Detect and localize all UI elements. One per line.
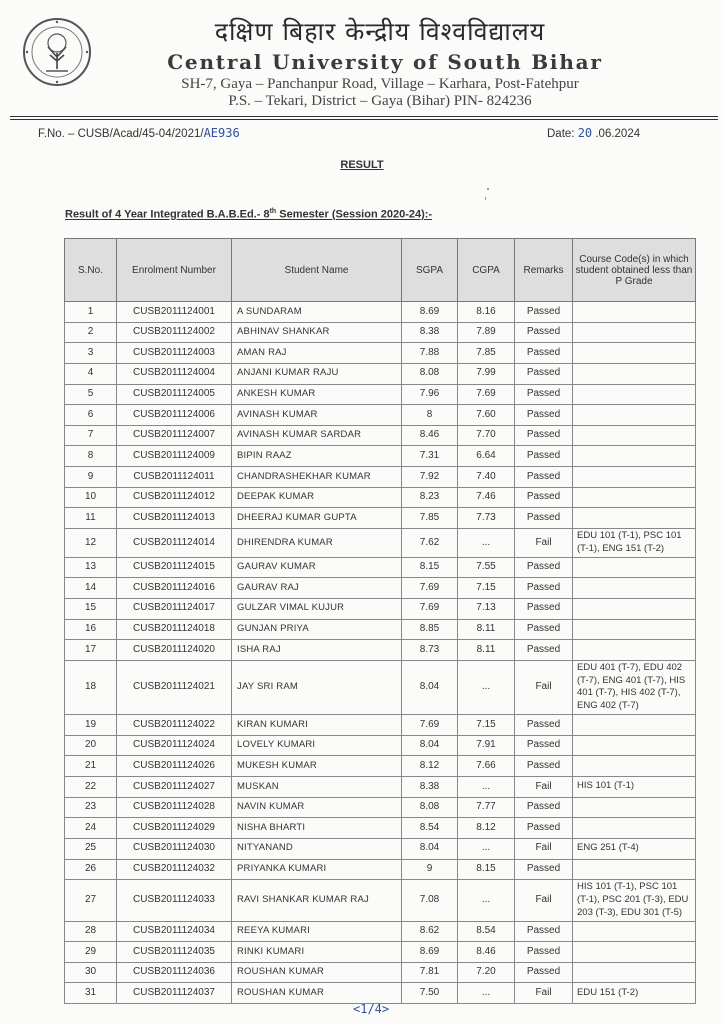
table-row: [65, 797, 696, 818]
cell-sgpa: 8.69: [402, 942, 458, 963]
table-row: [65, 735, 696, 756]
cell-student-name: RAVI SHANKAR KUMAR RAJ: [232, 880, 402, 921]
cell-remarks: Passed: [515, 859, 573, 880]
cell-remarks: Passed: [515, 302, 573, 323]
cell-cgpa: 7.46: [458, 487, 515, 508]
table-row: [65, 859, 696, 880]
table-row: [65, 921, 696, 942]
cell-cgpa: 8.16: [458, 302, 515, 323]
cell-sno: 12: [65, 529, 117, 558]
cell-course-codes: [573, 818, 696, 839]
cell-student-name: AVINASH KUMAR: [232, 405, 402, 426]
cell-cgpa: 7.60: [458, 405, 515, 426]
file-number-handwritten: AE936: [203, 126, 240, 140]
cell-student-name: DHEERAJ KUMAR GUPTA: [232, 508, 402, 529]
table-row: [65, 363, 696, 384]
cell-student-name: MUKESH KUMAR: [232, 756, 402, 777]
cell-sno: 2: [65, 322, 117, 343]
cell-sno: 13: [65, 557, 117, 578]
cell-sno: 20: [65, 735, 117, 756]
cell-sgpa: 8.54: [402, 818, 458, 839]
cell-sno: 24: [65, 818, 117, 839]
cell-student-name: GULZAR VIMAL KUJUR: [232, 598, 402, 619]
cell-cgpa: 8.54: [458, 921, 515, 942]
cell-remarks: Passed: [515, 598, 573, 619]
table-row: [65, 557, 696, 578]
cell-enrolment: CUSB2011124017: [117, 598, 232, 619]
cell-student-name: REEYA KUMARI: [232, 921, 402, 942]
cell-remarks: Passed: [515, 343, 573, 364]
cell-sno: 25: [65, 838, 117, 859]
cell-enrolment: CUSB2011124001: [117, 302, 232, 323]
header-cgpa: CGPA: [458, 239, 515, 302]
cell-sgpa: 7.96: [402, 384, 458, 405]
cell-cgpa: 8.12: [458, 818, 515, 839]
cell-course-codes: HIS 101 (T-1): [573, 776, 696, 797]
table-row: [65, 619, 696, 640]
cell-student-name: ROUSHAN KUMAR: [232, 962, 402, 983]
table-row: [65, 942, 696, 963]
cell-cgpa: 6.64: [458, 446, 515, 467]
cell-course-codes: [573, 640, 696, 661]
cell-sgpa: 7.31: [402, 446, 458, 467]
cell-enrolment: CUSB2011124022: [117, 715, 232, 736]
table-row: [65, 467, 696, 488]
cell-sgpa: 8.46: [402, 425, 458, 446]
cell-sno: 17: [65, 640, 117, 661]
cell-student-name: GUNJAN PRIYA: [232, 619, 402, 640]
cell-sgpa: 7.85: [402, 508, 458, 529]
cell-enrolment: CUSB2011124035: [117, 942, 232, 963]
cell-enrolment: CUSB2011124030: [117, 838, 232, 859]
table-row: [65, 880, 696, 921]
cell-sgpa: 7.69: [402, 598, 458, 619]
cell-cgpa: 7.13: [458, 598, 515, 619]
table-row: [65, 962, 696, 983]
cell-sgpa: 8.08: [402, 797, 458, 818]
cell-sno: 23: [65, 797, 117, 818]
cell-cgpa: ...: [458, 776, 515, 797]
table-row: [65, 405, 696, 426]
cell-sgpa: 7.81: [402, 962, 458, 983]
file-number: [38, 126, 240, 140]
cell-sno: 21: [65, 756, 117, 777]
cell-remarks: Passed: [515, 557, 573, 578]
cell-sno: 9: [65, 467, 117, 488]
cell-course-codes: [573, 446, 696, 467]
cell-sgpa: 9: [402, 859, 458, 880]
cell-course-codes: [573, 942, 696, 963]
cell-cgpa: 7.70: [458, 425, 515, 446]
cell-cgpa: ...: [458, 660, 515, 714]
cell-sgpa: 7.50: [402, 983, 458, 1004]
cell-course-codes: EDU 401 (T-7), EDU 402 (T-7), ENG 401 (T-7), HIS 401 (T-7), HIS 402 (T-7), ENG 402 (T-7): [573, 660, 696, 714]
table-row: [65, 302, 696, 323]
cell-cgpa: ...: [458, 529, 515, 558]
scan-speck: [485, 197, 486, 200]
cell-sno: 31: [65, 983, 117, 1004]
cell-remarks: Passed: [515, 962, 573, 983]
header-divider: [10, 116, 718, 117]
cell-sgpa: 8.85: [402, 619, 458, 640]
cell-sgpa: 8.08: [402, 363, 458, 384]
cell-remarks: Fail: [515, 529, 573, 558]
cell-enrolment: CUSB2011124036: [117, 962, 232, 983]
cell-student-name: CHANDRASHEKHAR KUMAR: [232, 467, 402, 488]
cell-course-codes: [573, 487, 696, 508]
cell-enrolment: CUSB2011124020: [117, 640, 232, 661]
cell-cgpa: 7.89: [458, 322, 515, 343]
cell-course-codes: [573, 859, 696, 880]
cell-enrolment: CUSB2011124016: [117, 578, 232, 599]
cell-sgpa: 8.69: [402, 302, 458, 323]
cell-student-name: PRIYANKA KUMARI: [232, 859, 402, 880]
subtitle-text-end: Semester (Session 2020-24):-: [276, 208, 433, 221]
header-course-codes: Course Code(s) in which student obtained less than P Grade: [573, 239, 696, 302]
cell-sgpa: 7.69: [402, 715, 458, 736]
cell-sgpa: 8.12: [402, 756, 458, 777]
cell-sno: 18: [65, 660, 117, 714]
cell-course-codes: [573, 467, 696, 488]
cell-student-name: DEEPAK KUMAR: [232, 487, 402, 508]
cell-cgpa: 7.85: [458, 343, 515, 364]
cell-remarks: Passed: [515, 446, 573, 467]
cell-remarks: Passed: [515, 715, 573, 736]
cell-enrolment: CUSB2011124006: [117, 405, 232, 426]
cell-sgpa: 8.38: [402, 322, 458, 343]
cell-sno: 15: [65, 598, 117, 619]
cell-course-codes: [573, 735, 696, 756]
cell-sno: 30: [65, 962, 117, 983]
cell-remarks: Fail: [515, 660, 573, 714]
cell-course-codes: [573, 715, 696, 736]
table-row: [65, 322, 696, 343]
cell-student-name: ISHA RAJ: [232, 640, 402, 661]
cell-course-codes: [573, 578, 696, 599]
cell-remarks: Passed: [515, 735, 573, 756]
cell-student-name: A SUNDARAM: [232, 302, 402, 323]
cell-remarks: Fail: [515, 983, 573, 1004]
cell-cgpa: 7.15: [458, 715, 515, 736]
cell-course-codes: ENG 251 (T-4): [573, 838, 696, 859]
subtitle-text: Result of 4 Year Integrated B.A.B.Ed.- 8: [65, 208, 270, 221]
cell-course-codes: EDU 101 (T-1), PSC 101 (T-1), ENG 151 (T-2): [573, 529, 696, 558]
file-number-label: F.No. – CUSB/Acad/45-04/2021/: [38, 128, 204, 140]
cell-cgpa: ...: [458, 983, 515, 1004]
cell-sno: 5: [65, 384, 117, 405]
table-row: [65, 508, 696, 529]
cell-enrolment: CUSB2011124003: [117, 343, 232, 364]
table-body: [65, 302, 696, 1004]
table-row: [65, 776, 696, 797]
cell-sno: 28: [65, 921, 117, 942]
cell-student-name: GAURAV RAJ: [232, 578, 402, 599]
cell-sno: 8: [65, 446, 117, 467]
cell-course-codes: [573, 797, 696, 818]
cell-sno: 29: [65, 942, 117, 963]
cell-sno: 14: [65, 578, 117, 599]
cell-sno: 19: [65, 715, 117, 736]
cell-sgpa: 8.23: [402, 487, 458, 508]
university-seal-logo: [22, 17, 92, 87]
cell-remarks: Passed: [515, 425, 573, 446]
cell-remarks: Passed: [515, 578, 573, 599]
cell-sgpa: 8.15: [402, 557, 458, 578]
cell-cgpa: 7.77: [458, 797, 515, 818]
header-sgpa: SGPA: [402, 239, 458, 302]
cell-cgpa: 7.99: [458, 363, 515, 384]
cell-remarks: Fail: [515, 838, 573, 859]
cell-remarks: Passed: [515, 467, 573, 488]
cell-enrolment: CUSB2011124004: [117, 363, 232, 384]
cell-cgpa: 7.55: [458, 557, 515, 578]
cell-enrolment: CUSB2011124007: [117, 425, 232, 446]
cell-cgpa: 8.46: [458, 942, 515, 963]
cell-sgpa: 7.08: [402, 880, 458, 921]
cell-sno: 7: [65, 425, 117, 446]
cell-sno: 27: [65, 880, 117, 921]
cell-remarks: Passed: [515, 405, 573, 426]
cell-sgpa: 7.88: [402, 343, 458, 364]
cell-enrolment: CUSB2011124009: [117, 446, 232, 467]
cell-enrolment: CUSB2011124033: [117, 880, 232, 921]
table-row: [65, 578, 696, 599]
cell-course-codes: HIS 101 (T-1), PSC 101 (T-1), PSC 201 (T-3), EDU 203 (T-3), EDU 301 (T-5): [573, 880, 696, 921]
cell-enrolment: CUSB2011124013: [117, 508, 232, 529]
table-row: [65, 384, 696, 405]
cell-remarks: Passed: [515, 797, 573, 818]
cell-remarks: Passed: [515, 921, 573, 942]
result-subtitle: [65, 208, 432, 221]
cell-student-name: LOVELY KUMARI: [232, 735, 402, 756]
cell-cgpa: 7.73: [458, 508, 515, 529]
cell-sgpa: 7.92: [402, 467, 458, 488]
cell-enrolment: CUSB2011124018: [117, 619, 232, 640]
cell-enrolment: CUSB2011124014: [117, 529, 232, 558]
cell-course-codes: [573, 508, 696, 529]
cell-course-codes: [573, 302, 696, 323]
cell-course-codes: [573, 384, 696, 405]
cell-remarks: Passed: [515, 322, 573, 343]
result-table: [64, 238, 696, 1004]
cell-student-name: JAY SRI RAM: [232, 660, 402, 714]
cell-enrolment: CUSB2011124011: [117, 467, 232, 488]
result-heading: RESULT: [340, 159, 384, 171]
cell-student-name: ABHINAV SHANKAR: [232, 322, 402, 343]
cell-sno: 22: [65, 776, 117, 797]
cell-course-codes: [573, 343, 696, 364]
address-line-1: SH-7, Gaya – Panchanpur Road, Village – Karhara, Post-Fatehpur: [181, 76, 579, 92]
header-remarks: Remarks: [515, 239, 573, 302]
cell-course-codes: [573, 557, 696, 578]
table-row: [65, 715, 696, 736]
cell-cgpa: 8.15: [458, 859, 515, 880]
cell-course-codes: EDU 151 (T-2): [573, 983, 696, 1004]
cell-student-name: MUSKAN: [232, 776, 402, 797]
cell-course-codes: [573, 619, 696, 640]
document-date: [547, 126, 640, 140]
table-row: [65, 598, 696, 619]
cell-cgpa: 8.11: [458, 640, 515, 661]
table-row: [65, 425, 696, 446]
cell-student-name: ANKESH KUMAR: [232, 384, 402, 405]
cell-sno: 4: [65, 363, 117, 384]
table-row: [65, 487, 696, 508]
cell-cgpa: 8.11: [458, 619, 515, 640]
cell-sno: 11: [65, 508, 117, 529]
cell-course-codes: [573, 598, 696, 619]
cell-sno: 1: [65, 302, 117, 323]
header-student-name: Student Name: [232, 239, 402, 302]
cell-remarks: Passed: [515, 619, 573, 640]
cell-course-codes: [573, 405, 696, 426]
cell-course-codes: [573, 921, 696, 942]
header-divider-secondary: [10, 119, 718, 120]
cell-sgpa: 8: [402, 405, 458, 426]
cell-enrolment: CUSB2011124002: [117, 322, 232, 343]
cell-sgpa: 8.04: [402, 660, 458, 714]
cell-student-name: NISHA BHARTI: [232, 818, 402, 839]
cell-enrolment: CUSB2011124028: [117, 797, 232, 818]
cell-sgpa: 7.62: [402, 529, 458, 558]
cell-sgpa: 8.38: [402, 776, 458, 797]
cell-cgpa: 7.15: [458, 578, 515, 599]
table-row: [65, 343, 696, 364]
university-name: Central University of South Bihar: [167, 50, 603, 74]
cell-enrolment: CUSB2011124029: [117, 818, 232, 839]
cell-enrolment: CUSB2011124024: [117, 735, 232, 756]
cell-cgpa: ...: [458, 838, 515, 859]
table-row: [65, 818, 696, 839]
university-name-hindi: दक्षिण बिहार केन्द्रीय विश्वविद्यालय: [214, 17, 546, 46]
cell-sgpa: 8.04: [402, 735, 458, 756]
cell-enrolment: CUSB2011124027: [117, 776, 232, 797]
date-month-year: .06.2024: [595, 128, 641, 140]
cell-student-name: ROUSHAN KUMAR: [232, 983, 402, 1004]
cell-student-name: DHIRENDRA KUMAR: [232, 529, 402, 558]
table-row: [65, 838, 696, 859]
date-day-handwritten: 20: [577, 126, 593, 140]
table-row: [65, 640, 696, 661]
cell-sno: 6: [65, 405, 117, 426]
cell-sno: 3: [65, 343, 117, 364]
cell-remarks: Passed: [515, 640, 573, 661]
cell-course-codes: [573, 756, 696, 777]
cell-remarks: Passed: [515, 942, 573, 963]
cell-cgpa: 7.40: [458, 467, 515, 488]
cell-enrolment: CUSB2011124005: [117, 384, 232, 405]
header-sno: S.No.: [65, 239, 117, 302]
cell-student-name: AMAN RAJ: [232, 343, 402, 364]
cell-course-codes: [573, 322, 696, 343]
page-number: <1/4>: [353, 1002, 390, 1016]
cell-enrolment: CUSB2011124026: [117, 756, 232, 777]
cell-remarks: Passed: [515, 487, 573, 508]
table-header-row: [65, 239, 696, 302]
cell-sgpa: 8.04: [402, 838, 458, 859]
cell-student-name: NITYANAND: [232, 838, 402, 859]
cell-enrolment: CUSB2011124037: [117, 983, 232, 1004]
cell-cgpa: 7.20: [458, 962, 515, 983]
cell-sno: 10: [65, 487, 117, 508]
cell-sno: 26: [65, 859, 117, 880]
cell-cgpa: 7.69: [458, 384, 515, 405]
cell-enrolment: CUSB2011124034: [117, 921, 232, 942]
cell-enrolment: CUSB2011124015: [117, 557, 232, 578]
cell-sgpa: 8.73: [402, 640, 458, 661]
cell-remarks: Passed: [515, 756, 573, 777]
cell-enrolment: CUSB2011124032: [117, 859, 232, 880]
scan-speck: [487, 188, 489, 190]
cell-cgpa: 7.91: [458, 735, 515, 756]
cell-student-name: ANJANI KUMAR RAJU: [232, 363, 402, 384]
cell-cgpa: ...: [458, 880, 515, 921]
cell-course-codes: [573, 425, 696, 446]
cell-sgpa: 8.62: [402, 921, 458, 942]
cell-remarks: Fail: [515, 776, 573, 797]
cell-course-codes: [573, 363, 696, 384]
cell-student-name: NAVIN KUMAR: [232, 797, 402, 818]
header-enrolment: Enrolment Number: [117, 239, 232, 302]
cell-student-name: KIRAN KUMARI: [232, 715, 402, 736]
table-row: [65, 446, 696, 467]
date-label: Date:: [547, 128, 575, 140]
table-row: [65, 660, 696, 714]
cell-student-name: RINKI KUMARI: [232, 942, 402, 963]
address-line-2: P.S. – Tekari, District – Gaya (Bihar) PIN- 824236: [228, 93, 532, 109]
cell-remarks: Passed: [515, 818, 573, 839]
cell-course-codes: [573, 962, 696, 983]
cell-remarks: Passed: [515, 384, 573, 405]
cell-sno: 16: [65, 619, 117, 640]
cell-cgpa: 7.66: [458, 756, 515, 777]
cell-student-name: BIPIN RAAZ: [232, 446, 402, 467]
table-row: [65, 983, 696, 1004]
cell-remarks: Passed: [515, 508, 573, 529]
cell-sgpa: 7.69: [402, 578, 458, 599]
subtitle-superscript: th: [269, 208, 277, 215]
cell-student-name: GAURAV KUMAR: [232, 557, 402, 578]
table-row: [65, 756, 696, 777]
table-row: [65, 529, 696, 558]
cell-remarks: Fail: [515, 880, 573, 921]
cell-student-name: AVINASH KUMAR SARDAR: [232, 425, 402, 446]
cell-remarks: Passed: [515, 363, 573, 384]
cell-enrolment: CUSB2011124021: [117, 660, 232, 714]
cell-enrolment: CUSB2011124012: [117, 487, 232, 508]
